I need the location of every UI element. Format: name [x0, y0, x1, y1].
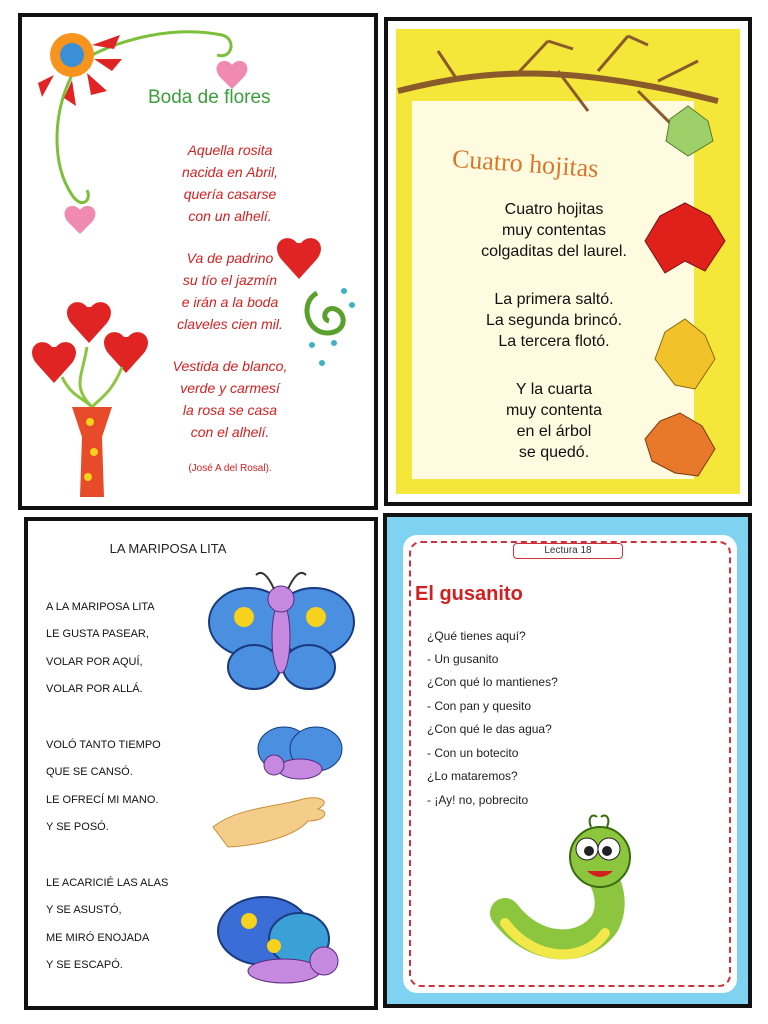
poem-line: Y SE ESCAPÓ.	[46, 959, 123, 971]
poem-line: Y la cuarta	[515, 381, 593, 398]
poem-line: La segunda brincó.	[485, 312, 623, 329]
poem-line: Va de padrino	[186, 250, 274, 266]
poem-line: Y SE POSÓ.	[46, 821, 109, 833]
poem-stanza-3	[140, 355, 320, 443]
reading-line: ¿Lo mataremos?	[427, 769, 518, 783]
poem-stanza-2	[444, 289, 664, 352]
poem-line: nacida en Abril,	[182, 164, 278, 180]
poem-line: Cuatro hojitas	[504, 201, 604, 218]
butterfly-angry-icon	[214, 891, 354, 991]
poem-line: con el alhelí.	[190, 424, 270, 440]
poem-line: la rosa se casa	[182, 402, 278, 418]
poem-card-boda-de-flores	[18, 13, 378, 510]
poem-line: VOLÓ TANTO TIEMPO	[46, 739, 161, 751]
reading-line: - Un gusanito	[427, 652, 499, 666]
lesson-badge: Lectura 18	[513, 543, 623, 559]
butterfly-small-icon	[254, 719, 344, 789]
poem-line: QUE SE CANSÓ.	[46, 766, 133, 778]
vase-hearts-illustration	[32, 307, 152, 507]
poem-line: muy contentas	[501, 222, 607, 239]
poem-line: con un alhelí.	[188, 208, 272, 224]
reading-line: - Con un botecito	[427, 746, 519, 760]
poem-stanza-2	[140, 247, 320, 335]
poem-line: La tercera flotó.	[498, 333, 610, 350]
poem-title: LA MARIPOSA LITA	[109, 541, 227, 556]
poem-title: Boda de flores	[148, 87, 271, 108]
poem-author: (José A del Rosal).	[188, 463, 272, 474]
poem-line: se quedó.	[518, 444, 590, 461]
poem-line: muy contenta	[505, 402, 603, 419]
poem-line: en el árbol	[516, 423, 592, 440]
poem-line: Y SE ASUSTÓ,	[46, 904, 122, 916]
poem-stanza-1	[444, 199, 664, 262]
poem-line: su tío el jazmín	[182, 272, 278, 288]
poem-stanza-3	[444, 379, 664, 463]
reading-line: - Con pan y quesito	[427, 699, 532, 713]
poem-line: ME MIRÓ ENOJADA	[46, 932, 150, 944]
reading-line: ¿Qué tienes aquí?	[427, 629, 526, 643]
poem-line: e irán a la boda	[181, 294, 279, 310]
poem-line: LE OFRECÍ MI MANO.	[46, 794, 159, 806]
reading-line: ¿Con qué lo mantienes?	[427, 675, 558, 689]
reading-line: ¿Con qué le das agua?	[427, 722, 552, 736]
poem-line: claveles cien mil.	[177, 316, 283, 332]
poem-line: VOLAR POR AQUÍ,	[46, 656, 143, 668]
poem-card-la-mariposa-lita	[24, 517, 378, 1010]
poem-line: Vestida de blanco,	[172, 358, 288, 374]
reading-line: - ¡Ay! no, pobrecito	[427, 793, 529, 807]
poem-stanza-1	[140, 139, 320, 227]
poem-line: LE ACARICIÉ LAS ALAS	[46, 877, 169, 889]
butterfly-icon	[204, 567, 354, 697]
poem-line: VOLAR POR ALLÁ.	[46, 683, 143, 695]
reading-card-el-gusanito	[383, 513, 752, 1008]
poem-line: La primera saltó.	[494, 291, 614, 308]
poem-card-cuatro-hojitas	[384, 17, 752, 506]
poem-line: LE GUSTA PASEAR,	[46, 628, 149, 640]
poem-line: verde y carmesí	[180, 380, 280, 396]
reading-title: El gusanito	[415, 583, 523, 605]
poem-line: Aquella rosita	[187, 142, 273, 158]
poem-title: Cuatro hojitas	[451, 143, 600, 184]
poem-line: colgaditas del laurel.	[481, 243, 627, 260]
leaf-green-icon	[658, 101, 718, 161]
worm-illustration	[495, 813, 645, 963]
poem-line: quería casarse	[183, 186, 277, 202]
hand-illustration	[208, 787, 338, 851]
poem-line: A LA MARIPOSA LITA	[46, 601, 155, 613]
